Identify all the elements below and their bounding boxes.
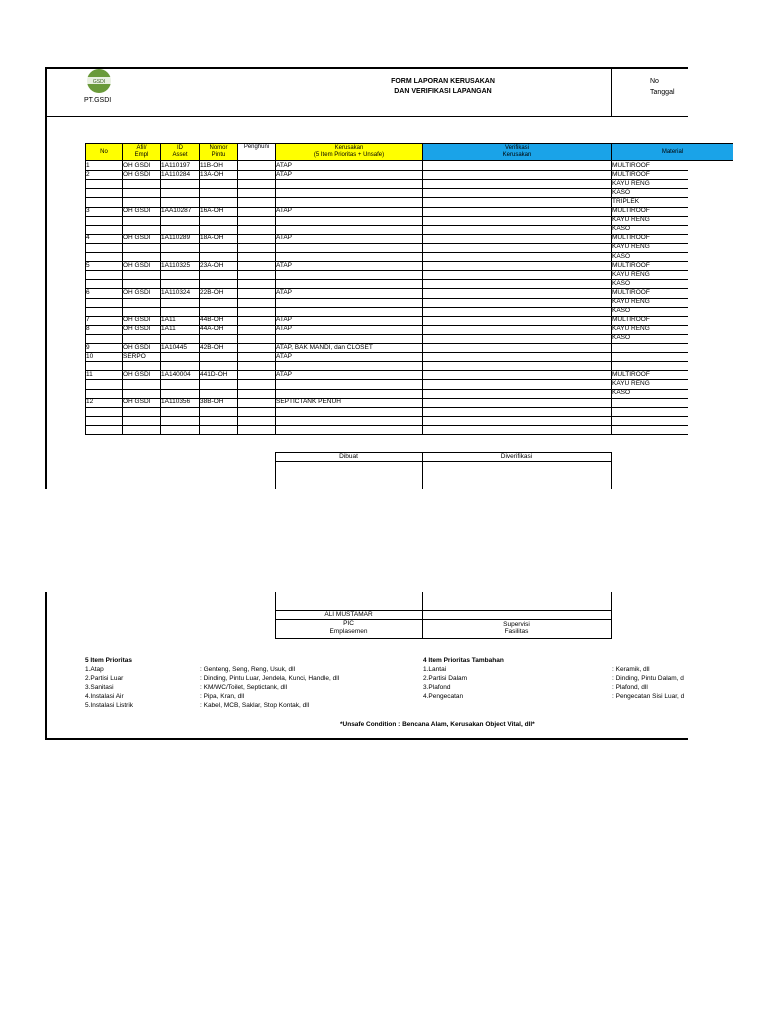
legend-right-title: 4 Item Prioritas Tambahan xyxy=(423,657,504,664)
table-cell-no: 1 xyxy=(86,161,90,169)
table-cell-no: 4 xyxy=(86,234,90,242)
pic-role: PIC xyxy=(343,620,354,627)
table-col-line xyxy=(275,161,276,434)
table-cell-id: 1A140004 xyxy=(161,370,191,378)
table-row-line xyxy=(85,188,688,189)
legend-item: 3.Sanitasi xyxy=(85,684,114,691)
table-col-line xyxy=(85,161,86,434)
table-row-line xyxy=(85,425,688,426)
table-cell-afil: OH GSDI xyxy=(123,207,151,214)
table-cell-no: 7 xyxy=(86,316,90,324)
table-cell-material: KAYU RENG xyxy=(612,379,650,387)
table-cell-pintu: 42B-OH xyxy=(200,343,224,351)
legend-item: 1.Lantai xyxy=(423,666,447,673)
table-cell-id: 1A110289 xyxy=(161,234,191,242)
legend-desc: : Keramik, dll xyxy=(612,666,650,673)
table-cell-pintu: 23A-OH xyxy=(200,261,224,269)
table-cell-material: KAYU RENG xyxy=(612,216,650,224)
legend-item: 4.Pengecatan xyxy=(423,693,464,700)
header-id-asset: ID Asset xyxy=(160,143,200,161)
table-cell-no: 8 xyxy=(86,325,90,333)
table-cell-no: 12 xyxy=(86,398,94,406)
header-material: Material xyxy=(611,143,733,161)
table-cell-material: MULTIROOF xyxy=(612,370,650,378)
sig-right-1 xyxy=(611,452,612,489)
table-cell-afil: OH GSDI xyxy=(123,343,151,351)
table-cell-id: 1A110197 xyxy=(161,161,191,169)
table-cell-afil: OH GSDI xyxy=(123,170,151,178)
table-cell-material: KASO xyxy=(612,307,631,315)
table-cell-no: 5 xyxy=(86,261,90,269)
table-cell-afil: OH GSDI xyxy=(123,325,151,333)
legend-left-title: 5 Item Prioritas xyxy=(85,657,132,664)
table-row-line xyxy=(85,379,688,380)
legend-desc: : Dinding, Pintu Luar, Jendela, Kunci, Handle, dll xyxy=(200,675,340,682)
table-cell-id: 1A110284 xyxy=(161,170,191,178)
table-cell-id: 1A110325 xyxy=(161,261,191,269)
table-cell-kerusakan: ATAP xyxy=(276,370,293,378)
table-cell-material: KAYU RENG xyxy=(612,179,650,187)
table-row-line xyxy=(85,298,688,299)
table-cell-afil: OH GSDI xyxy=(123,161,151,169)
table-cell-afil: OH GSDI xyxy=(123,370,151,378)
no-label: No xyxy=(650,78,659,85)
verifier-role: Supervisi xyxy=(503,621,530,628)
table-cell-material: MULTIROOF xyxy=(612,234,650,242)
table-cell-material: MULTIROOF xyxy=(612,261,650,269)
table-row-line xyxy=(85,389,688,390)
table-cell-kerusakan: ATAP xyxy=(276,170,293,178)
table-cell-material: KAYU RENG xyxy=(612,325,650,333)
frame-bottom xyxy=(45,738,688,740)
table-cell-material: KAYU RENG xyxy=(612,298,650,305)
table-cell-material: KASO xyxy=(612,252,631,260)
table-cell-pintu: 38B-OH xyxy=(200,398,224,406)
svg-text:GSDI: GSDI xyxy=(92,79,106,85)
table-cell-afil: OH GSDI xyxy=(123,261,151,269)
table-row-line xyxy=(85,334,688,335)
legend-desc: : Pipa, Kran, dll xyxy=(200,693,245,700)
table-cell-pintu: 11B-OH xyxy=(200,161,223,169)
header-verifikasi: Verifikasi Kerusakan xyxy=(422,143,612,161)
table-row-line xyxy=(85,225,688,226)
table-cell-material: MULTIROOF xyxy=(612,288,650,296)
table-cell-afil: OH GSDI xyxy=(123,398,151,406)
table-cell-material: KAYU RENG xyxy=(612,270,650,278)
form-title-line1: FORM LAPORAN KERUSAKAN xyxy=(391,78,495,85)
frame-left-top xyxy=(45,67,47,489)
table-cell-kerusakan: ATAP xyxy=(276,325,293,333)
header-afil: Afil/ Empl xyxy=(122,143,161,161)
table-cell-kerusakan: ATAP xyxy=(276,288,293,296)
table-cell-pintu: 441D-OH xyxy=(200,370,228,378)
table-cell-pintu: 18A-OH xyxy=(200,234,224,242)
table-cell-pintu: 13A-OH xyxy=(200,170,224,178)
table-col-line xyxy=(422,161,423,434)
table-cell-material: TRIPLEK xyxy=(612,197,640,205)
sig-bottom-line xyxy=(275,638,612,639)
table-cell-material: KASO xyxy=(612,188,631,196)
table-col-line xyxy=(122,161,123,434)
legend-desc: : Pengecatan Sisi Luar, d xyxy=(612,693,685,700)
legend-desc: : KM/WC/Toilet, Septictank, dll xyxy=(200,684,288,691)
legend-item: 3.Plafond xyxy=(423,684,451,691)
table-cell-id: 1A11 xyxy=(161,316,176,324)
table-cell-no: 11 xyxy=(86,370,93,378)
company-logo xyxy=(84,68,114,94)
dibuat-label: Dibuat xyxy=(339,453,358,460)
table-cell-no: 6 xyxy=(86,288,90,296)
table-cell-afil: OH GSDI xyxy=(123,316,151,324)
header-penghuni: Penghuni xyxy=(237,143,276,161)
table-cell-no: 3 xyxy=(86,207,90,214)
table-row-line xyxy=(85,270,688,271)
table-cell-material: MULTIROOF xyxy=(612,316,650,324)
table-row-line xyxy=(85,434,688,435)
table-cell-material: MULTIROOF xyxy=(612,207,650,214)
form-title-line2: DAN VERIFIKASI LAPANGAN xyxy=(394,88,492,95)
legend-item: 5.Instalasi Listrik xyxy=(85,702,134,709)
table-row-line xyxy=(85,216,688,217)
table-col-line xyxy=(611,161,612,434)
table-row-line xyxy=(85,252,688,253)
table-col-line xyxy=(237,161,238,434)
table-cell-material: KASO xyxy=(612,225,631,233)
legend-desc: : Kabel, MCB, Saklar, Stop Kontak, dll xyxy=(200,702,310,709)
table-cell-id: 1A11 xyxy=(161,325,176,333)
legend-item: 2.Partisi Luar xyxy=(85,675,124,682)
table-cell-afil: OH GSDI xyxy=(123,234,151,242)
table-cell-id: 1AA10287 xyxy=(161,207,192,214)
header-kerusakan: Kerusakan (5 Item Prioritas + Unsafe) xyxy=(275,143,423,161)
table-row-line xyxy=(85,243,688,244)
table-cell-pintu: 44B-OH xyxy=(200,316,224,324)
table-cell-kerusakan: ATAP, BAK MANDI, dan CLOSET xyxy=(276,343,373,351)
table-cell-pintu: 16A-OH xyxy=(200,207,224,214)
table-cell-kerusakan: ATAP xyxy=(276,234,293,242)
legend-desc: : Dinding, Pintu Dalam, d xyxy=(612,675,684,682)
table-cell-kerusakan: ATAP xyxy=(276,207,293,214)
table-cell-no: 9 xyxy=(86,343,90,351)
table-row-line xyxy=(85,407,688,408)
unsafe-note: *Unsafe Condition : Bencana Alam, Kerusakan Object Vital, dll* xyxy=(340,721,535,728)
table-row-line xyxy=(85,179,688,180)
frame-top xyxy=(45,67,688,69)
legend-item: 1.Atap xyxy=(85,666,104,673)
header-nomor-pintu: Nomor Pintu xyxy=(199,143,238,161)
table-cell-id: 1A110356 xyxy=(161,398,191,406)
table-cell-material: KASO xyxy=(612,334,631,342)
pic-unit: Emplasemen xyxy=(329,628,368,635)
table-cell-kerusakan: SEPTICTANK PENUH xyxy=(276,398,341,406)
table-cell-no: 2 xyxy=(86,170,90,178)
diverifikasi-label: Diverifikasi xyxy=(500,453,533,460)
table-col-line xyxy=(199,161,200,434)
header-bottom-line xyxy=(45,116,688,117)
legend-item: 2.Partisi Dalam xyxy=(423,675,468,682)
verifier-unit: Fasilitas xyxy=(504,628,529,635)
table-cell-material: MULTIROOF xyxy=(612,161,650,169)
table-row-line xyxy=(85,361,688,362)
table-cell-no: 10 xyxy=(86,352,94,360)
table-cell-pintu: 22B-OH xyxy=(200,288,224,296)
pic-name: ALI MUSTAMAR xyxy=(324,611,373,618)
company-name: PT.GSDI xyxy=(84,97,112,104)
sig-right-2 xyxy=(611,592,612,638)
tanggal-label: Tanggal xyxy=(650,89,675,96)
table-cell-kerusakan: ATAP xyxy=(276,316,293,324)
table-row-line xyxy=(85,307,688,308)
table-col-line xyxy=(160,161,161,434)
table-cell-material: KASO xyxy=(612,389,631,396)
table-cell-id: 1A110324 xyxy=(161,288,191,296)
table-cell-material: MULTIROOF xyxy=(612,170,650,178)
legend-desc: : Genteng, Seng, Reng, Usuk, dll xyxy=(200,666,296,673)
table-cell-kerusakan: ATAP xyxy=(276,352,293,360)
sig-header-line xyxy=(275,461,612,462)
table-row-line xyxy=(85,279,688,280)
frame-left-bottom xyxy=(45,592,47,740)
table-cell-afil: OH GSDI xyxy=(123,288,151,296)
table-cell-material: KASO xyxy=(612,279,631,287)
table-row-line xyxy=(85,197,688,198)
legend-item: 4.Instalasi Air xyxy=(85,693,124,700)
table-cell-id: 1A10445 xyxy=(161,343,188,351)
table-cell-kerusakan: ATAP xyxy=(276,161,293,169)
table-cell-kerusakan: ATAP xyxy=(276,261,293,269)
legend-desc: : Plafond, dll xyxy=(612,684,648,691)
table-cell-material: KAYU RENG xyxy=(612,243,650,251)
table-cell-pintu: 44A-OH xyxy=(200,325,224,333)
header-right-divider xyxy=(611,67,612,116)
header-no: No xyxy=(85,143,123,161)
table-row-line xyxy=(85,416,688,417)
table-cell-afil: SERPO xyxy=(123,352,146,360)
